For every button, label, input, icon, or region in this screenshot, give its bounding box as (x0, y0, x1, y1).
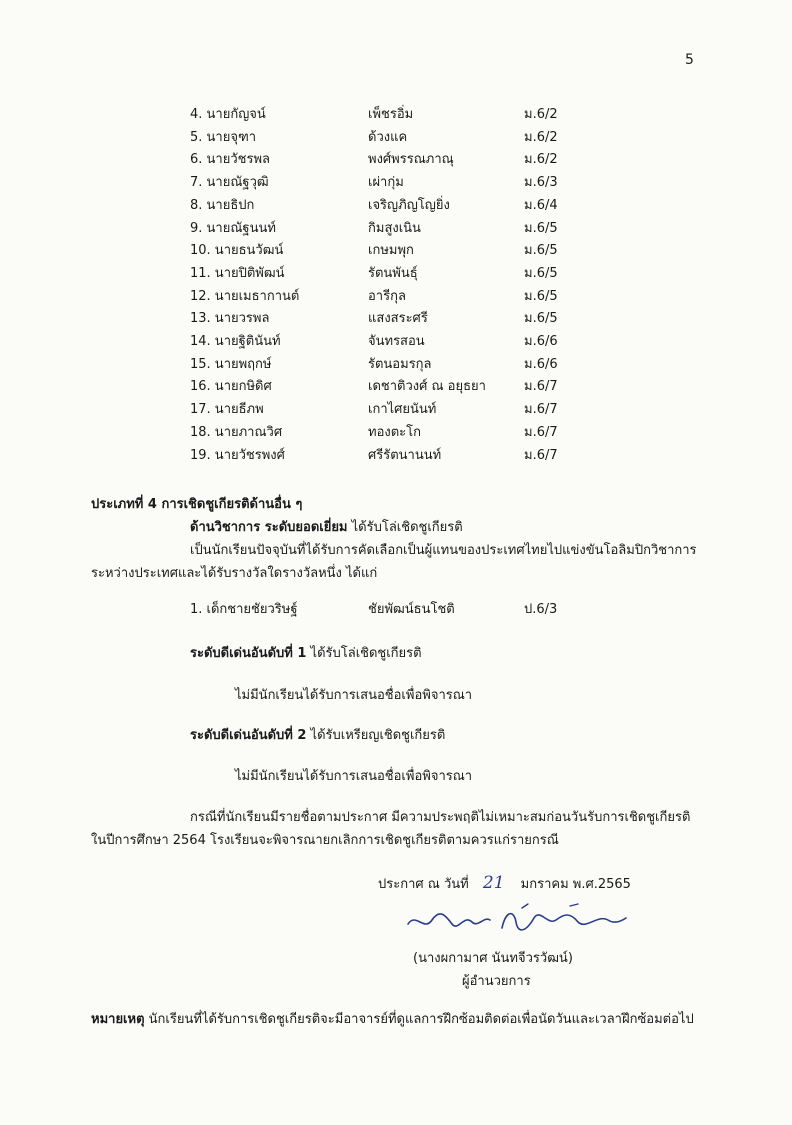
level1-award: ได้รับโล่เชิดชูเกียรติ (306, 646, 422, 661)
level2-label: ระดับดีเด่นอันดับที่ 2 (190, 728, 307, 743)
student-name: 5. นายจุฑา (190, 129, 257, 145)
student-class: ม.6/5 (524, 243, 558, 259)
student-row (0, 171, 792, 193)
note-label: หมายเหตุ (91, 1012, 145, 1027)
student-surname: ศรีรัตนานนท์ (368, 447, 442, 463)
student-surname: พงศ์พรรณภาณุ (368, 152, 454, 168)
announce-month-year: มกราคม พ.ศ.2565 (520, 877, 631, 892)
academic-award-line (190, 516, 463, 537)
student-surname: เกาไศยนันท์ (368, 402, 437, 418)
student-row (0, 103, 792, 125)
student-name: 11. นายปิติพัฒน์ (190, 265, 285, 281)
student-name: 12. นายเมธากานต์ (190, 288, 300, 304)
student-name: 10. นายธนวัฒน์ (190, 243, 284, 259)
student-row (0, 398, 792, 420)
student-name: 18. นายภาณวิศ (190, 424, 283, 440)
student-row (0, 126, 792, 148)
student-row (0, 444, 792, 466)
note (91, 1008, 694, 1029)
student-row (0, 217, 792, 239)
level2-none: ไม่มีนักเรียนได้รับการเสนอชื่อเพื่อพิจารณา (235, 769, 473, 784)
student-name: 9. นายณัฐนนท์ (190, 220, 276, 236)
student-class: ม.6/2 (524, 152, 558, 168)
student-surname: เพ็ชรอิ่ม (368, 107, 414, 122)
student-row (0, 421, 792, 443)
announce-day: 21 (482, 873, 505, 893)
student-class: ม.6/6 (524, 334, 558, 349)
student-surname: รัตนพันธุ์ (368, 265, 418, 281)
student-row (0, 307, 792, 329)
academic-award-type: ได้รับโล่เชิดชูเกียรติ (347, 520, 463, 535)
student-name: 13. นายวรพล (190, 311, 270, 327)
student-row (0, 285, 792, 307)
clause-line1: กรณีที่นักเรียนมีรายชื่อตามประกาศ มีความประพฤติไม่เหมาะสมก่อนวันรับการเชิดชูเกียรติ (190, 810, 691, 825)
page-number: 5 (685, 52, 694, 68)
student-class: ม.6/4 (524, 197, 558, 213)
student-class: ม.6/6 (524, 356, 558, 372)
student-class: ม.6/7 (524, 447, 558, 463)
student-name: 15. นายพฤกษ์ (190, 356, 272, 372)
student-name: 6. นายวัชรพล (190, 152, 270, 168)
signature (402, 902, 632, 936)
academic-desc-line2: ระหว่างประเทศและได้รับรางวัลใดรางวัลหนึ่ง ได้แก่ (91, 566, 378, 581)
announce-line (378, 873, 631, 894)
student-class: ม.6/7 (524, 424, 558, 440)
student-name: 14. นายฐิตินันท์ (190, 334, 281, 349)
student-surname: เจริญภิญโญยิ่ง (368, 197, 450, 213)
student-class: ม.6/2 (524, 129, 558, 145)
student-surname: เผ่ากุ่ม (368, 175, 404, 191)
student-name: 4. นายกัญจน์ (190, 107, 266, 122)
student-name: 17. นายธีภพ (190, 402, 264, 418)
student-row (0, 375, 792, 397)
student-surname: ด้วงแค (368, 129, 408, 145)
student-surname: รัตนอมรกุล (368, 356, 432, 372)
winner-class: ป.6/3 (524, 602, 558, 617)
note-text: นักเรียนที่ได้รับการเชิดชูเกียรติจะมีอาจารย์ที่ดูแลการฝึกซ้อมติดต่อเพื่อนัดวันและเวลาฝึกซ้อมต่อไป (144, 1012, 694, 1027)
student-class: ม.6/5 (524, 265, 558, 281)
student-row (0, 148, 792, 170)
student-class: ม.6/5 (524, 220, 558, 236)
winner-surname: ชัยพัฒน์ธนโชติ (368, 602, 455, 617)
student-surname: อารีกุล (368, 288, 406, 304)
academic-award-level: ด้านวิชาการ ระดับยอดเยี่ยม (190, 520, 348, 535)
student-row (0, 194, 792, 216)
student-class: ม.6/7 (524, 402, 558, 418)
student-surname: เดชาติวงศ์ ณ อยุธยา (368, 379, 486, 395)
signer-title: ผู้อำนวยการ (462, 974, 531, 989)
level2-award: ได้รับเหรียญเชิดชูเกียรติ (306, 728, 446, 743)
student-row (0, 330, 792, 352)
category-heading: ประเภทที่ 4 การเชิดชูเกียรติด้านอื่น ๆ (91, 497, 303, 512)
student-row (0, 262, 792, 284)
student-class: ม.6/3 (524, 175, 558, 191)
level1-line (190, 642, 422, 663)
student-surname: เกษมพุก (368, 243, 414, 259)
student-name: 7. นายณัฐวุฒิ (190, 175, 269, 191)
student-surname: จันทรสอน (368, 334, 425, 349)
student-surname: กิมสูงเนิน (368, 220, 421, 236)
student-row (0, 239, 792, 261)
student-name: 19. นายวัชรพงศ์ (190, 447, 285, 463)
student-surname: ทองตะโก (368, 424, 422, 440)
student-class: ม.6/2 (524, 107, 558, 122)
student-class: ม.6/5 (524, 288, 558, 304)
student-name: 8. นายธิปก (190, 197, 255, 213)
clause-line2: ในปีการศึกษา 2564 โรงเรียนจะพิจารณายกเลิกการเชิดชูเกียรติตามควรแก่รายกรณี (91, 833, 559, 848)
signer-name: (นางผกามาศ นันทจีวรวัฒน์) (413, 951, 573, 966)
level1-label: ระดับดีเด่นอันดับที่ 1 (190, 646, 307, 661)
winner-name: 1. เด็กชายชัยวริษฐ์ (190, 602, 298, 617)
academic-desc-line1: เป็นนักเรียนปัจจุบันที่ได้รับการคัดเลือกเป็นผู้แทนของประเทศไทยไปแข่งขันโอลิมปิกวิชาการ (190, 543, 697, 558)
student-row (0, 353, 792, 375)
level2-line (190, 724, 445, 745)
student-class: ม.6/5 (524, 311, 558, 327)
announce-prefix: ประกาศ ณ วันที่ (378, 877, 469, 892)
level1-none: ไม่มีนักเรียนได้รับการเสนอชื่อเพื่อพิจารณา (235, 688, 473, 703)
student-surname: แสงสระศรี (368, 311, 428, 327)
winner-row (0, 598, 792, 620)
student-class: ม.6/7 (524, 379, 558, 395)
student-name: 16. นายกษิดิศ (190, 379, 272, 395)
